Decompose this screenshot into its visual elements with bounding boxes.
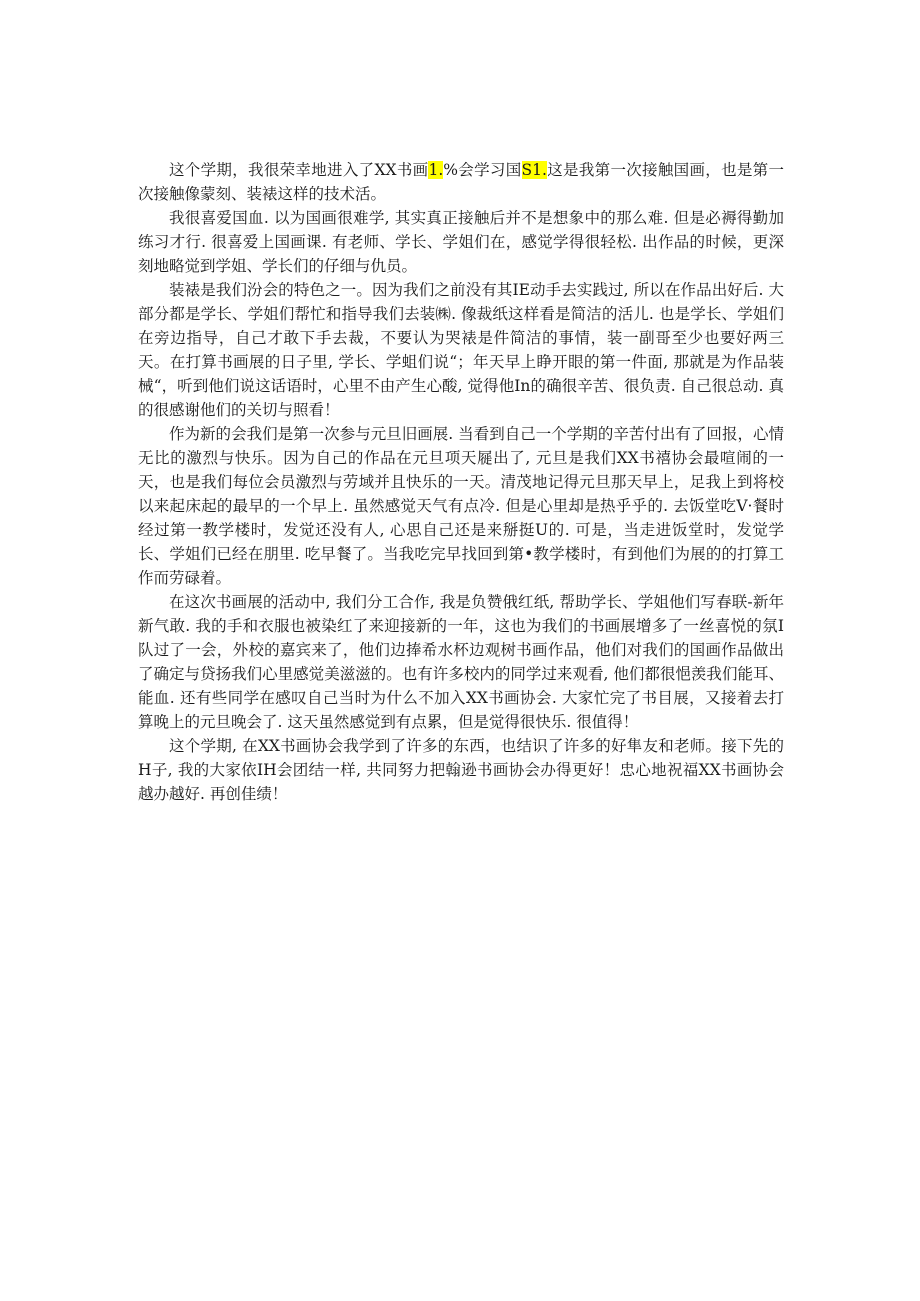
highlight-mark-1: 1.: [428, 161, 444, 179]
paragraph-6: 这个学期, 在XX书画协会我学到了许多的东西，也结识了许多的好隼友和老师。接下先的H子, 我的大家依IH会团结一样, 共同努力把翰逊书画协会办得更好！忠心地祝福XX书画协会越办越好. 再创佳绩！: [138, 737, 784, 803]
paragraph-3: 装裱是我们汾会的特色之一。因为我们之前没有其IE动手去实践过, 所以在作品出好后. 大部分都是学长、学姐们帮忙和指导我们去装㈱. 像裁纸这样看是简洁的活儿. 也是学长、学姐们在旁边指导，自己才敢下手去裁，不要认为哭裱是件简洁的事情，装一副哥至少也要好两三天。在打算书画展的日子里, 学长、学蛆们说“；年天早上睁开眼的第一件面, 那就是为作品装械“，听到他们说这话语时，心里不由产生心酸, 觉得他In的确很辛苦、很负责. 自己很总动. 真的很感谢他们的关切与照看！: [138, 281, 784, 419]
paragraph-1: [138, 158, 784, 206]
paragraph-2: 我很喜爱国血. 以为国画很难学, 其实真正接触后并不是想象中的那么难. 但是必褥得勤加练习才行. 很喜爱上国画课. 有老师、学长、学姐们在，感觉学得很轻松. 出作品的时候，更深刻地略觉到学姐、学长们的仔细与仇员。: [138, 209, 784, 275]
paragraph-4: 作为新的会我们是第一次参与元旦旧画展. 当看到自己一个学期的辛苦付出有了回报，心情无比的激烈与快乐。因为自己的作品在元旦项天屣出了, 元旦是我们XX书禧协会最喧闹的一天，也是我们每位会员激烈与劳域并且快乐的一天。清茂地记得元旦那天早上，足我上到将校以来起床起的最早的一个早上. 虽然感觉天气有点冷. 但是心里却是热乎乎的. 去饭堂吃V·餐时经过第一教学楼时，发觉还没有人, 心思自己还是来掰挺U的. 可是，当走进饭堂时，发觉学长、学姐们已经在朋里. 吃早餐了。当我吃完早找回到第•教学楼时，有到他们为展的的打算工作而劳碌着。: [138, 425, 784, 587]
paragraph-5: 在这次书画展的活动中, 我们分工合作, 我是负赞俄红纸, 帮助学长、学姐他们写春联-新年新气敢. 我的手和衣服也被染红了来迎接新的一年，这也为我们的书画展增多了一丝喜悦的氛I队过了一会，外校的嘉宾来了，他们边捧希水杯边观树书画作品，他们对我们的国画作品做出了确定与贷扬我们心里感觉美滋滋的。也有许多校内的同学过来观看, 他们都很悒羡我们能耳、能血. 还有些同学在感叹自己当时为什么不加入XX书画协会. 大家忙完了书目展，又接着去打算晚上的元旦晚会了. 这天虽然感觉到有点累，但是觉得很快乐. 很值得！: [138, 593, 784, 731]
highlight-mark-2: S1.: [521, 161, 547, 179]
paragraph-1-text-c: 这是我第一次接触国画，也是第一次接触像蒙刻、装裱这样的技术活。: [138, 161, 784, 203]
paragraph-1-text-b: %会学习国: [443, 161, 522, 179]
paragraph-1-text-a: 这个学期，我很荣幸地进入了XX书画: [169, 161, 429, 179]
document-body: [138, 158, 784, 806]
